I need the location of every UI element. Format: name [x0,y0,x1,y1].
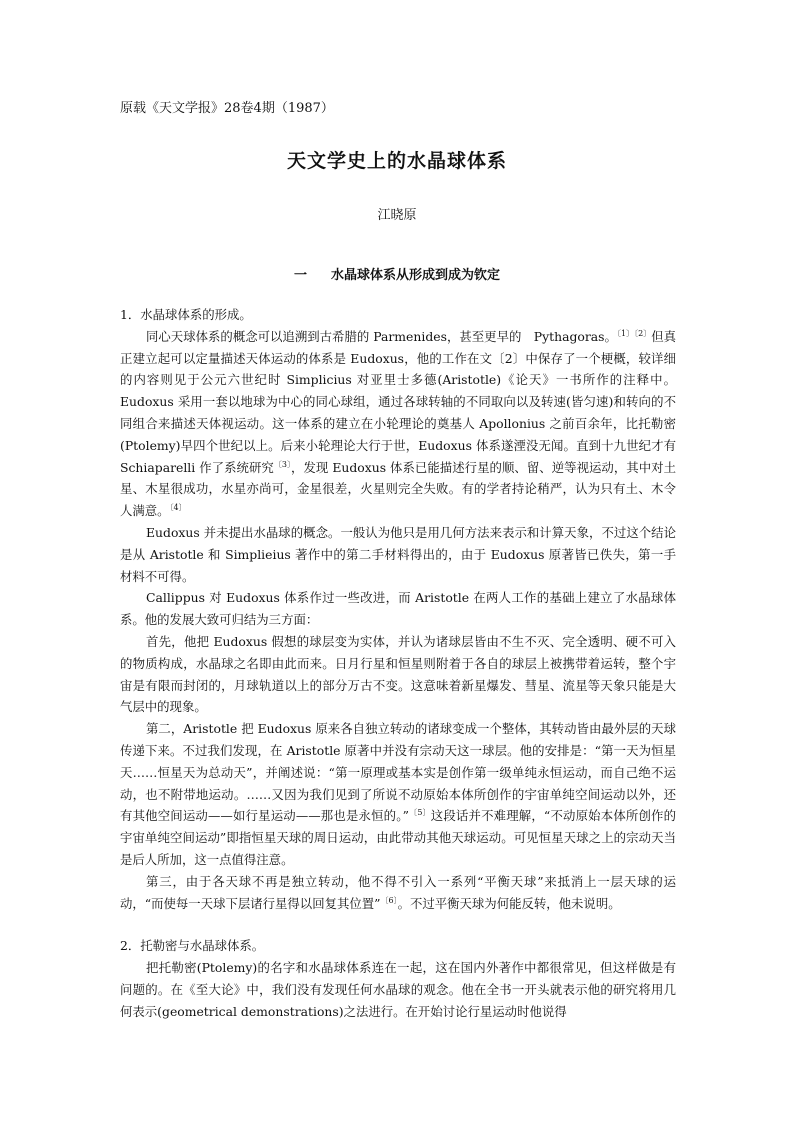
section-number: 一 [293,268,307,283]
paragraph-5-text-b: 这段话并不难理解，“不动原始本体所创作的宇宙单纯空间运动”即指恒星天球的周日运动，由此带动其他天球运动。可见恒星天球之上的宗动天当是后人所加，这一点值得注意。 [120,808,676,867]
subsection-heading-2: 2．托勒密与水晶球体系。 [120,938,265,954]
paragraph-3: Callippus 对 Eudoxus 体系作过一些改进，而 Aristotle 在两人工作的基础上建立了水晶球体系。他的发展大致可归结为三方面： [120,590,676,628]
paragraph-6-text-b: 。不过平衡天球为何能反转，他未说明。 [397,895,621,911]
paragraph-6-text-a: 第三，由于各天球不再是独立转动，他不得不引入一系列“平衡天球”来抵消上一层天球的运动，“而使每一天球下层诸行星得以回复其位置” [120,873,676,911]
subsection-heading-1: 1．水晶球体系的形成。 [120,307,252,322]
paragraph-4: 首先，他把 Eudoxus 假想的球层变为实体，并认为诸球层皆由不生不灭、完全透明、硬不可入的物质构成，水晶球之名即由此而来。日月行星和恒星则附着于各自的球层上被携带着运转，整个宇宙是有限而封闭的，月球轨道以上的部分万古不变。这意味着新星爆发、彗星、流星等天象只能是大气层中的现象。 [120,633,676,715]
article-body [120,304,676,1023]
citation-marker: 〔6〕 [380,895,398,905]
citation-marker: 〔1〕〔2〕 [616,328,652,338]
paragraph-2: Eudoxus 并未提出水晶球的概念。一般认为他只是用几何方法来表示和计算天象，不过这个结论是从 Aristotle 和 Simplieius 著作中的第二手材料得出的，由于 Eudoxus 原著皆已佚失，第一手材料不可得。 [120,524,676,584]
citation-marker: 〔5〕 [408,808,431,818]
publication-source: 原载《天文学报》28卷4期（1987） [120,101,334,116]
page-title: 天文学史上的水晶球体系 [286,150,507,172]
paragraph-5-text-a: 第二，Aristotle 把 Eudoxus 原来各自独立转动的诸球变成一个整体，其转动皆由最外层的天球传递下来。不过我们发现，在 Aristotle 原著中并没有宗动天这一球层。他的安排是：“第一天为恒星天……恒星天为总动天”，并阐述说：“第一原理或基本实是创作第一级单纯永恒运动，而自己绝不运动，也不附带地运动。……又因为我们见到了所说不动原始本体所创作的宇宙单纯空间运动以外，还有其他空间运动——如行星运动——那也是永恒的。” [120,721,676,824]
paragraph-7: 把托勒密(Ptolemy)的名字和水晶球体系连在一起，这在国内外著作中都很常见，但这样做是有问题的。在《至大论》中，我们没有发现任何水晶球的观念。他在全书一开头就表示他的研究将用几何表示(geometrical demonstrations)之法进行。在开始讨论行星运动时他说得 [120,960,676,1019]
paragraph-1 [120,326,676,522]
author-name: 江晓原 [377,208,417,223]
paragraph-1-text-c: ，发现 Eudoxus 体系已能描述行星的顺、留、逆等视运动，其中对土星、木星很成功，水星亦尚可，金星很差，火星则完全失败。有的学者持论稍严，认为只有土、木令人满意。 [120,459,676,519]
citation-marker: 〔3〕 [273,459,292,469]
paragraph-1-text-b: 但真正建立起可以定量描述天体运动的体系是 Eudoxus，他的工作在文〔2〕中保存了一个梗概，较详细的内容则见于公元六世纪时 Simplicius 对亚里士多德(Aristotle)《论天》一书所作的注释中。Eudoxus 采用一套以地球为中心的同心球组，通过各球转轴的不同取向以及转速(皆匀速)和转向的不同组合来描述天体视运动。这一体系的建立在小轮理论的奠基人 Apollonius 之前百余年，比托勒密(Ptolemy)早四个世纪以上。后来小轮理论大行于世，Eudoxus 体系遂湮没无闻。直到十九世纪才有 Schiaparelli 作了系统研究 [120,328,677,475]
citation-marker: 〔4〕 [169,503,187,513]
section-title: 水晶球体系从形成到成为钦定 [331,268,501,283]
paragraph-5 [120,718,676,871]
section-heading [0,264,794,283]
paragraph-1-text-a: 同心天球体系的概念可以追溯到古希腊的 Parmenides，甚至更早的 Pythagoras。 [146,328,617,344]
paragraph-6 [120,871,676,915]
